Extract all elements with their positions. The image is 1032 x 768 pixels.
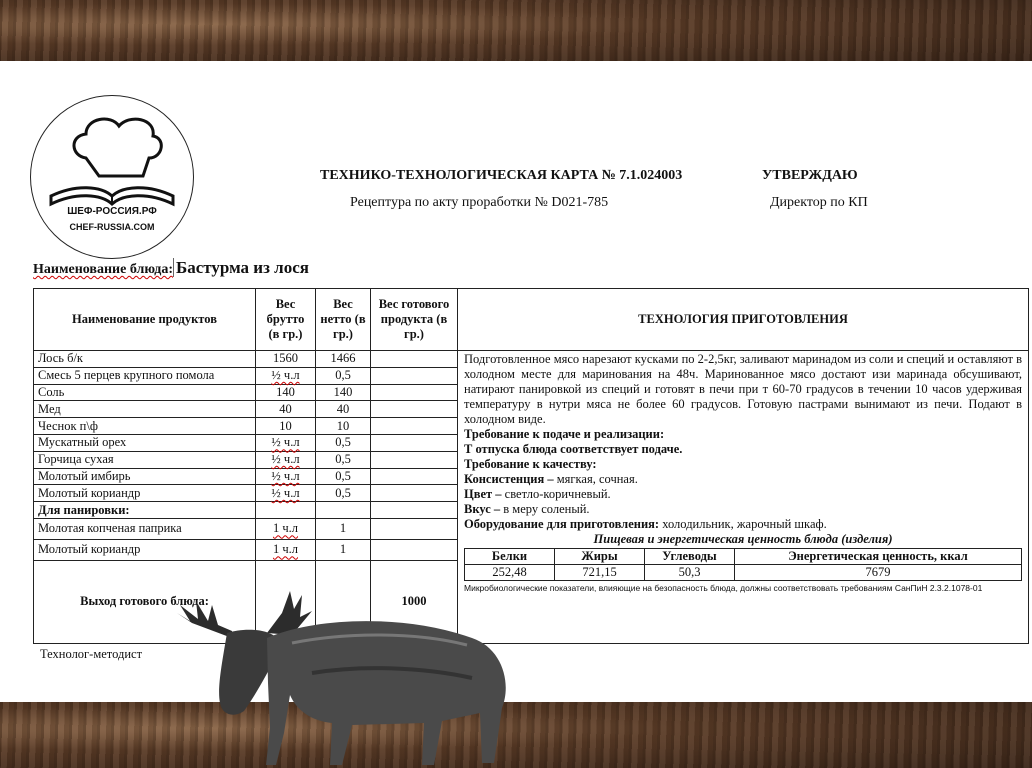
- header-gross-weight: Вес брутто (в гр.): [256, 289, 316, 351]
- ingredient-name: Молотый кориандр: [34, 485, 256, 502]
- ingredient-net: 1466: [316, 351, 371, 368]
- ingredient-gross: 10: [256, 418, 316, 435]
- nutrition-header-energy: Энергетическая ценность, ккал: [735, 549, 1022, 565]
- ingredient-gross: ½ ч.л: [256, 367, 316, 384]
- microbiology-note: Микробиологические показатели, влияющие на безопасность блюда, должны соответствовать требованиям СанПиН 2.3.2.1078-01: [464, 583, 983, 593]
- approve-label: УТВЕРЖДАЮ: [762, 168, 858, 183]
- header-technology: ТЕХНОЛОГИЯ ПРИГОТОВЛЕНИЯ: [458, 289, 1029, 351]
- ingredient-net: 0,5: [316, 468, 371, 485]
- ingredient-gross: [256, 502, 316, 519]
- ingredient-ready: [371, 351, 458, 368]
- consistency-label: Консистенция –: [464, 472, 554, 486]
- ingredient-name: Молотый кориандр: [34, 539, 256, 560]
- ingredient-gross: 40: [256, 401, 316, 418]
- technologist-signature: Технолог-методист: [40, 647, 143, 661]
- table-row: [34, 351, 1029, 368]
- ingredient-gross: 1560: [256, 351, 316, 368]
- ingredient-gross: 140: [256, 384, 316, 401]
- ingredient-ready: [371, 451, 458, 468]
- ingredient-net: 140: [316, 384, 371, 401]
- moose-illustration: [172, 583, 517, 768]
- ingredient-net: 1: [316, 539, 371, 560]
- nutrition-header-protein: Белки: [465, 549, 555, 565]
- ingredient-name: Соль: [34, 384, 256, 401]
- recipe-act: Рецептура по акту проработки № D021-785: [350, 195, 609, 210]
- ingredient-name: Чеснок п\ф: [34, 418, 256, 435]
- nutrition-energy: 7679: [735, 565, 1022, 581]
- ingredient-name: Молотый имбирь: [34, 468, 256, 485]
- ingredient-net: 0,5: [316, 451, 371, 468]
- ingredient-name: Смесь 5 перцев крупного помола: [34, 367, 256, 384]
- taste-label: Вкус –: [464, 502, 501, 516]
- chef-russia-logo: [30, 95, 194, 259]
- ingredient-net: 0,5: [316, 434, 371, 451]
- color-label: Цвет –: [464, 487, 502, 501]
- color-value: светло-коричневый.: [501, 487, 611, 501]
- ingredient-ready: [371, 468, 458, 485]
- nutrition-fat: 721,15: [555, 565, 645, 581]
- ingredient-net: 1: [316, 518, 371, 539]
- ingredient-net: 0,5: [316, 485, 371, 502]
- serving-label: Требование к подаче и реализации:: [464, 427, 665, 441]
- ingredient-gross: ½ ч.л: [256, 451, 316, 468]
- ingredient-name: Мускатный орех: [34, 434, 256, 451]
- dish-name-label: Наименование блюда:: [33, 262, 173, 277]
- ingredient-gross: 1 ч.л: [256, 518, 316, 539]
- consistency-line: [464, 472, 1022, 487]
- ingredient-ready: [371, 434, 458, 451]
- nutrition-protein: 252,48: [465, 565, 555, 581]
- ingredient-net: 0,5: [316, 367, 371, 384]
- ingredient-ready: [371, 539, 458, 560]
- consistency-value: мягкая, сочная.: [553, 472, 638, 486]
- header-net-weight: Вес нетто (в гр.): [316, 289, 371, 351]
- ingredient-ready: [371, 384, 458, 401]
- ingredient-ready: [371, 485, 458, 502]
- ingredient-ready: [371, 401, 458, 418]
- color-line: [464, 487, 1022, 502]
- equipment-line: [464, 517, 1022, 532]
- ingredient-net: 40: [316, 401, 371, 418]
- logo-text-en: CHEF-RUSSIA.COM: [69, 222, 155, 232]
- ingredient-ready: [371, 367, 458, 384]
- nutrition-carbs: 50,3: [645, 565, 735, 581]
- ingredient-gross: 1 ч.л: [256, 539, 316, 560]
- quality-label: Требование к качеству:: [464, 457, 597, 471]
- ingredient-ready: [371, 418, 458, 435]
- ingredient-ready: [371, 518, 458, 539]
- header-ready-weight: Вес готового продукта (в гр.): [371, 289, 458, 351]
- output-label: Выход готового блюда:: [34, 560, 256, 643]
- output-value: 1000: [371, 560, 458, 643]
- director-label: Директор по КП: [770, 195, 868, 210]
- ingredient-gross: ½ ч.л: [256, 485, 316, 502]
- ingredient-group-label: Для панировки:: [34, 502, 256, 519]
- taste-line: [464, 502, 1022, 517]
- equipment-value: холодильник, жарочный шкаф.: [659, 517, 827, 531]
- document-title: ТЕХНИКО-ТЕХНОЛОГИЧЕСКАЯ КАРТА № 7.1.024003: [320, 168, 683, 183]
- ingredient-name: Лось б/к: [34, 351, 256, 368]
- header-product-name: Наименование продуктов: [34, 289, 256, 351]
- nutrition-header-fat: Жиры: [555, 549, 645, 565]
- equipment-label: Оборудование для приготовления:: [464, 517, 660, 531]
- logo-text-ru: ШЕФ-РОССИЯ.РФ: [67, 206, 157, 217]
- nutrition-caption: Пищевая и энергетическая ценность блюда (изделия): [593, 532, 893, 546]
- ingredient-gross: ½ ч.л: [256, 434, 316, 451]
- ingredient-net: [316, 502, 371, 519]
- technology-cell: [458, 351, 1029, 644]
- technology-text: Подготовленное мясо нарезают кусками по 2-2,5кг, заливают маринадом из соли и специй и оставляют в холодном месте для маринования на 48ч. Маринованное мясо достают изи маринада обсушивают, натирают панировкой из специй и готовят в печи при т 60-70 градусов в течении 10 часов удерживая температуру в нутри мяса не более 60 градусов. Готовую пастрами вынимают из печи. Подают в холодном виде.: [464, 352, 1022, 426]
- serving-text: Т отпуска блюда соответствует подаче.: [464, 442, 683, 456]
- dish-name: [33, 258, 309, 278]
- ingredient-gross: ½ ч.л: [256, 468, 316, 485]
- wood-banner-top: [0, 0, 1032, 61]
- taste-value: в меру соленый.: [500, 502, 590, 516]
- ingredient-name: Мед: [34, 401, 256, 418]
- nutrition-header-carbs: Углеводы: [645, 549, 735, 565]
- ingredient-net: 10: [316, 418, 371, 435]
- ingredient-name: Горчица сухая: [34, 451, 256, 468]
- ingredient-ready: [371, 502, 458, 519]
- nutrition-table: [464, 548, 1022, 581]
- ingredient-name: Молотая копченая паприка: [34, 518, 256, 539]
- dish-name-value: Бастурма из лося: [173, 258, 309, 277]
